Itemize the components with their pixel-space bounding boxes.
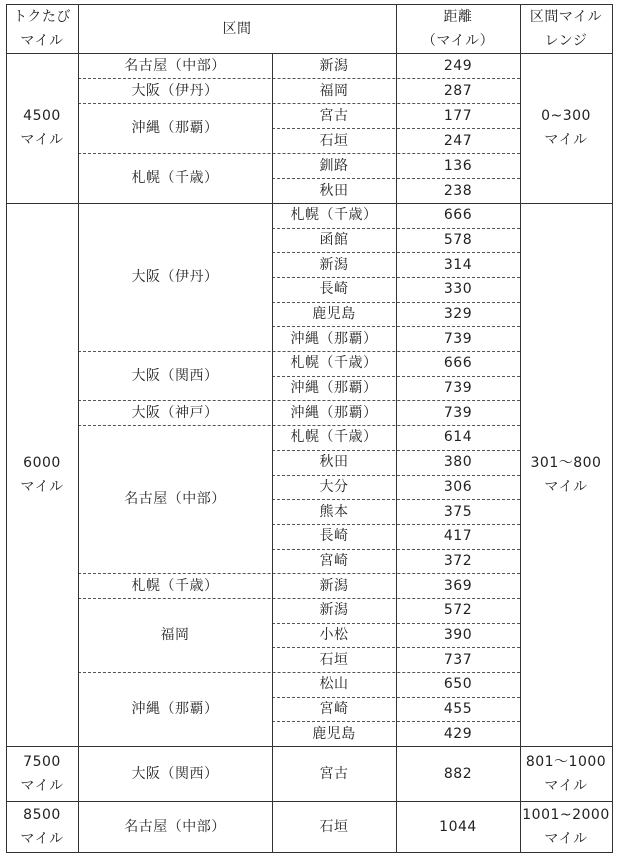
origin-airport	[78, 203, 272, 351]
distance-miles	[396, 721, 520, 746]
group-range-line: マイル	[544, 830, 588, 847]
origin-airport-line: 名古屋（中部）	[124, 491, 226, 508]
destination-airport-line: 大分	[319, 478, 349, 495]
origin-airport	[78, 400, 272, 425]
distance-miles	[396, 203, 520, 228]
destination-airport-line: 福岡	[319, 82, 349, 99]
group-miles-line: 8500	[23, 806, 61, 823]
destination-airport-line: 釧路	[319, 157, 349, 174]
distance-miles-line: 372	[443, 552, 473, 569]
origin-airport-line: 沖縄（那覇）	[131, 120, 219, 136]
distance-miles	[396, 252, 520, 277]
distance-miles-line: 306	[443, 478, 473, 495]
destination-airport-line: 鹿児島	[312, 306, 356, 323]
destination-airport-line: 秋田	[319, 454, 349, 471]
destination-airport-line: 石垣	[319, 132, 349, 149]
distance-miles-line: 739	[443, 330, 473, 347]
range-column-left-border	[520, 4, 521, 853]
origin-airport-line: 大阪（伊丹）	[131, 82, 219, 99]
destination-airport	[272, 697, 396, 722]
distance-miles	[396, 499, 520, 524]
destination-airport	[272, 475, 396, 500]
header-range-line: 区間マイル	[529, 8, 603, 25]
miles-column-border	[78, 4, 79, 853]
distance-miles	[396, 277, 520, 302]
destination-airport-line: 新潟	[319, 577, 349, 594]
distance-miles	[396, 78, 520, 103]
origin-airport	[78, 78, 272, 103]
header-toku-miles	[6, 4, 78, 53]
distance-miles-line: 417	[443, 528, 473, 545]
destination-airport-line: 宮崎	[319, 552, 349, 569]
distance-miles	[396, 697, 520, 722]
distance-miles	[396, 524, 520, 549]
destination-airport-line: 札幌（千歳）	[290, 207, 378, 224]
group-miles-line: 7500	[23, 753, 61, 770]
group-miles-line: マイル	[20, 777, 64, 794]
header-distance	[396, 4, 520, 53]
distance-miles	[396, 425, 520, 450]
destination-airport	[272, 351, 396, 376]
group-bottom-border	[6, 852, 613, 853]
header-distance-line: 距離	[443, 8, 473, 25]
distance-miles-line: 369	[443, 577, 473, 594]
distance-miles-line: 572	[443, 602, 473, 619]
destination-airport	[272, 623, 396, 648]
destination-airport	[272, 647, 396, 672]
distance-miles-line: 330	[443, 281, 473, 298]
destination-airport-line: 沖縄（那覇）	[290, 380, 378, 397]
left-border	[6, 4, 7, 853]
distance-miles-line: 739	[443, 380, 473, 397]
origin-airport-line: 大阪（関西）	[131, 765, 219, 782]
distance-miles	[396, 302, 520, 327]
distance-miles-line: 380	[443, 454, 473, 471]
origin-airport	[78, 53, 272, 78]
destination-airport-line: 函館	[319, 232, 349, 248]
distance-miles	[396, 351, 520, 376]
distance-miles-line: 329	[443, 306, 473, 323]
distance-miles-line: 249	[443, 57, 473, 74]
origin-airport-line: 大阪（神戸）	[131, 404, 219, 421]
group-miles-line: マイル	[20, 830, 64, 847]
destination-airport	[272, 746, 396, 801]
group-range-line: 801～1000	[525, 753, 607, 770]
distance-miles-line: 238	[443, 182, 473, 199]
origin-airport	[78, 598, 272, 672]
group-miles-line: 6000	[23, 454, 61, 471]
group-range	[520, 203, 612, 746]
destination-airport	[272, 128, 396, 153]
destination-airport-line: 新潟	[319, 602, 349, 619]
destination-airport	[272, 53, 396, 78]
distance-miles-line: 429	[443, 725, 473, 742]
destination-airport-line: 新潟	[319, 256, 349, 273]
origin-airport-line: 名古屋（中部）	[124, 57, 226, 74]
destination-airport	[272, 425, 396, 450]
header-route-line: 区間	[222, 20, 252, 37]
destination-airport	[272, 721, 396, 746]
destination-airport	[272, 499, 396, 524]
origin-airport	[78, 351, 272, 400]
distance-column-left-border	[396, 4, 397, 853]
destination-airport	[272, 252, 396, 277]
distance-miles	[396, 573, 520, 598]
destination-airport-line: 秋田	[319, 182, 349, 199]
header-range	[520, 4, 612, 53]
distance-miles-line: 578	[443, 232, 473, 248]
destination-airport	[272, 549, 396, 574]
distance-miles	[396, 801, 520, 852]
destination-airport-line: 宮崎	[319, 700, 349, 717]
destination-airport	[272, 598, 396, 623]
destination-airport-line: 熊本	[319, 503, 349, 520]
destination-airport	[272, 326, 396, 351]
distance-miles	[396, 450, 520, 475]
destination-airport	[272, 228, 396, 253]
distance-miles	[396, 178, 520, 203]
origin-airport	[78, 153, 272, 203]
destination-airport-line: 鹿児島	[312, 725, 356, 742]
header-toku-miles-line: マイル	[20, 32, 64, 49]
distance-miles	[396, 228, 520, 253]
header-route	[78, 4, 396, 53]
group-bottom-border	[6, 746, 613, 747]
destination-airport-line: 札幌（千歳）	[290, 429, 378, 446]
header-distance-line: （マイル）	[421, 32, 495, 49]
destination-airport	[272, 302, 396, 327]
group-miles	[6, 203, 78, 746]
destination-airport	[272, 153, 396, 178]
group-miles-line: 4500	[23, 108, 61, 124]
header-bottom-border	[6, 53, 613, 54]
destination-airport-line: 沖縄（那覇）	[290, 330, 378, 347]
destination-airport	[272, 103, 396, 128]
destination-airport-line: 小松	[319, 626, 349, 643]
distance-miles	[396, 53, 520, 78]
distance-miles-line: 739	[443, 404, 473, 421]
group-range-line: マイル	[544, 478, 588, 495]
destination-airport	[272, 78, 396, 103]
origin-airport	[78, 746, 272, 801]
group-miles	[6, 801, 78, 852]
destination-airport-line: 宮古	[319, 765, 349, 782]
origin-airport	[78, 801, 272, 852]
destination-airport	[272, 450, 396, 475]
group-range	[520, 801, 612, 852]
distance-miles	[396, 549, 520, 574]
destination-airport	[272, 277, 396, 302]
distance-miles	[396, 103, 520, 128]
group-miles-line: マイル	[20, 478, 64, 495]
group-range-line: 1001~2000	[522, 806, 610, 823]
header-range-line: レンジ	[544, 32, 588, 49]
destination-airport-line: 新潟	[319, 57, 349, 74]
origin-airport-line: 福岡	[160, 626, 190, 643]
distance-miles	[396, 128, 520, 153]
distance-miles-line: 247	[443, 132, 473, 149]
distance-miles-line: 1044	[439, 818, 477, 835]
origin-airport	[78, 672, 272, 746]
destination-airport-line: 沖縄（那覇）	[290, 404, 378, 421]
destination-airport-line: 松山	[319, 676, 349, 693]
destination-airport	[272, 400, 396, 425]
distance-miles-line: 882	[443, 765, 473, 782]
destination-airport-line: 宮古	[319, 107, 349, 124]
distance-miles-line: 666	[443, 355, 473, 372]
origin-destination-border	[272, 53, 273, 853]
destination-airport-line: 石垣	[319, 818, 349, 835]
destination-airport	[272, 672, 396, 697]
origin-airport-line: 札幌（千歳）	[131, 170, 219, 186]
origin-airport	[78, 103, 272, 153]
destination-airport-line: 札幌（千歳）	[290, 355, 378, 372]
origin-airport-line: 大阪（伊丹）	[131, 269, 219, 286]
destination-airport-line: 石垣	[319, 651, 349, 668]
destination-airport	[272, 524, 396, 549]
group-miles-line: マイル	[20, 132, 64, 148]
group-range-line: マイル	[544, 132, 588, 148]
origin-airport	[78, 425, 272, 573]
group-range	[520, 53, 612, 203]
distance-miles-line: 177	[443, 107, 473, 124]
distance-miles-line: 136	[443, 157, 473, 174]
destination-airport	[272, 178, 396, 203]
destination-airport	[272, 573, 396, 598]
distance-miles-line: 650	[443, 676, 473, 693]
group-range-line: マイル	[544, 777, 588, 794]
destination-airport-line: 長崎	[319, 528, 349, 545]
distance-miles-line: 375	[443, 503, 473, 520]
distance-miles	[396, 672, 520, 697]
distance-miles	[396, 475, 520, 500]
origin-airport-line: 札幌（千歳）	[131, 577, 219, 594]
header-toku-miles-line: トクたび	[13, 8, 71, 25]
group-miles	[6, 53, 78, 203]
distance-miles-line: 314	[443, 256, 473, 273]
distance-miles	[396, 598, 520, 623]
right-border	[612, 4, 613, 853]
group-range-line: 0~300	[541, 108, 591, 124]
origin-airport-line: 名古屋（中部）	[124, 818, 226, 835]
destination-airport	[272, 376, 396, 401]
destination-airport-line: 長崎	[319, 281, 349, 298]
distance-miles	[396, 623, 520, 648]
distance-miles	[396, 153, 520, 178]
distance-miles-line: 455	[443, 700, 473, 717]
distance-miles	[396, 326, 520, 351]
group-range-line: 301～800	[530, 454, 602, 471]
distance-miles-line: 390	[443, 626, 473, 643]
table-top-border	[6, 4, 613, 5]
distance-miles-line: 614	[443, 429, 473, 446]
distance-miles-line: 666	[443, 207, 473, 224]
group-miles	[6, 746, 78, 801]
destination-airport	[272, 801, 396, 852]
group-bottom-border	[6, 801, 613, 802]
group-range	[520, 746, 612, 801]
distance-miles	[396, 647, 520, 672]
distance-miles-line: 737	[443, 651, 473, 668]
group-bottom-border	[6, 203, 613, 204]
distance-miles	[396, 746, 520, 801]
distance-miles-line: 287	[443, 82, 473, 99]
origin-airport-line: 大阪（関西）	[131, 367, 219, 384]
destination-airport	[272, 203, 396, 228]
distance-miles	[396, 376, 520, 401]
origin-airport	[78, 573, 272, 598]
distance-miles	[396, 400, 520, 425]
origin-airport-line: 沖縄（那覇）	[131, 700, 219, 717]
